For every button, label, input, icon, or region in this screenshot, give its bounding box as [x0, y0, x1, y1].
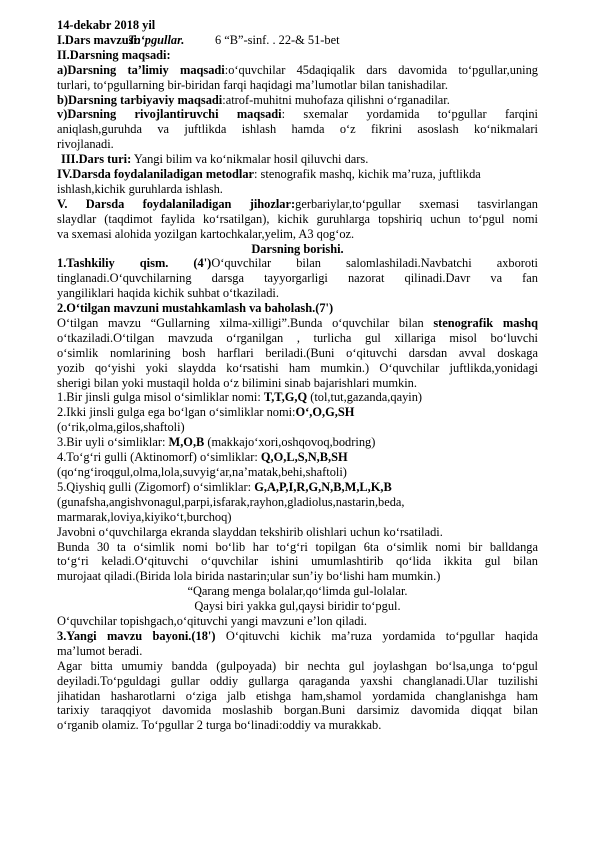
class-info: 6 “B”-sinf. . 22-& 51-bet: [215, 32, 340, 47]
list-item-2-letters: O‘,O,G,SH: [295, 405, 355, 420]
goal-a-text: :o‘quvchilar 45daqiqalik dars davomida to‘pgullar,uning: [224, 62, 538, 77]
goal-b-label: b)Darsning tarbiyaviy maqsadi: [57, 92, 223, 107]
list-item-1-answer: (tol,tut,gazanda,qayin): [307, 390, 423, 405]
list-item-5-text: 5.Qiyshiq gulli (Zigomorf) o‘simliklar:: [57, 479, 255, 494]
scoring-line-2: to‘g‘ri keladi.O‘qituvchi o‘quvchilar ishini umumlashtirib qo‘lida ikkita gul bilan: [57, 554, 538, 569]
new-topic-announcement: O‘quvchilar topishgach,o‘qituvchi yangi mavzuni e’lon qiladi.: [57, 614, 368, 629]
stage3-text: O‘qituvchi kichik ma’ruza yordamida to‘pgullar haqida: [215, 628, 538, 643]
stage2-line-4: yozib qo‘yishi yoki slaydda ko‘rsatishi ham mumkin.) O‘quvchilar juftlikda,yonidagi: [57, 360, 538, 375]
stage2-text: O‘tilgan mavzu “Gullarning xilma-xilligi”.Bunda o‘quvchilar bilan: [57, 316, 434, 331]
list-item-4-letters: Q,O,L,S,N,B,SH: [260, 450, 348, 465]
riddle-line-1: “Qarang menga bolalar,qo‘limda gul-lolalar.: [187, 584, 408, 599]
list-item-1-text: 1.Bir jinsli gulga misol o‘simliklar nomi:: [57, 390, 264, 405]
stage3-label: 3.Yangi mavzu bayoni.(18'): [57, 628, 216, 643]
stenographic-exercise-term: stenografik mashq: [433, 316, 538, 331]
stage2-line-5: sherigi bilan yoki mustaqil holda o‘z bilimini sinab bajarishlari mumkin.: [57, 375, 417, 390]
stage3-text-6: tarixiy taraqqiyot davomida moslashib borgan.Buni darsimiz davomida diqqat bilan: [57, 703, 538, 718]
goal-a-text-2: turlari, to‘pgullarning bir-biridan farqi haqidagi ma’lumotlar bilan tanishadilar.: [57, 77, 448, 92]
goal-b-line: [57, 93, 538, 108]
equipment-text-3: va sxemasi alohida yozilgan kartochkalar,yelim, A3 qog‘oz.: [57, 226, 355, 241]
stage3-text-3: Agar bitta umumiy bandda (gulpoyada) bir nechta gul joylashgan bo‘lsa,unga to‘pgul: [57, 658, 538, 673]
goal-a-line: [57, 63, 538, 78]
list-item-3: [57, 435, 538, 450]
stage3-text-7: o‘rganib olamiz. To‘pgullar 2 turga bo‘linadi:oddiy va murakkab.: [57, 718, 382, 733]
stage2-line-2: o‘tkaziladi.O‘tilgan mavzuda o‘rganilgan , turlicha gul xillariga misol bo‘luvchi: [57, 330, 538, 345]
goal-v-text: : sxemalar yordamida to‘pgullar farqini: [281, 107, 538, 122]
topic-label: I.Dars mavzusi:: [57, 32, 141, 47]
list-item-5: [57, 480, 538, 495]
list-item-5-answer: (gunafsha,angishvonagul,parpi,isfarak,rayhon,gladiolus,nastarin,beda,: [57, 494, 405, 509]
list-item-4: [57, 450, 538, 465]
list-item-5-letters: G,A,P,I,R,G,N,B,M,L,K,B: [254, 479, 392, 494]
list-item-3-letters: M,O,B: [168, 435, 205, 450]
methods-text: : stenografik mashq, kichik ma’ruza, juftlikda: [254, 167, 481, 182]
list-item-2-answer: (o‘rik,olma,gilos,shaftoli): [57, 420, 185, 435]
equipment-text-2: slaydlar (taqdimot faylida ko‘rsatilgan), kichik guruhlarga topshiriq uchun to‘pgul nomi: [57, 211, 538, 226]
equipment-text: gerbariylar,to‘pgullar sxemasi tasvirlangan: [295, 196, 538, 211]
lesson-topic-line: [57, 33, 538, 48]
scoring-line-3: murojaat qiladi.(Birida lola birida nastarin;ular sun’iy bo‘lishi ham mumkin.): [57, 569, 441, 584]
goal-a-label: a)Darsning ta’limiy maqsadi: [57, 62, 225, 77]
list-item-3-text: 3.Bir uyli o‘simliklar:: [57, 435, 169, 450]
methods-line: [57, 167, 538, 182]
topic-value: To‘pgullar.: [128, 32, 185, 47]
list-item-1: [57, 390, 538, 405]
stage1-line: [57, 256, 538, 271]
stage2-line-3: o‘simlik nomlarining bosh harflari beriladi.(Buni o‘qituvchi darsdan avval doskaga: [57, 345, 538, 360]
list-item-5-answer-2: marmarak,loviya,kiyiko‘t,burchoq): [57, 509, 232, 524]
goal-v-line: [57, 107, 538, 122]
goal-v-label: v)Darsning rivojlantiruvchi maqsadi: [57, 107, 282, 122]
list-item-4-answer: (qo‘ng‘iroqgul,olma,lola,suvyig‘ar,na’matak,behi,shaftoli): [57, 465, 347, 480]
stage1-text: O‘quvchilar bilan salomlashiladi.Navbatchi axboroti: [211, 256, 538, 271]
lesson-type-line: [57, 152, 538, 167]
goals-heading: II.Darsning maqsadi:: [57, 47, 171, 62]
stage3-text-4: deyiladi.To‘pguldagi gullar oddiy gullarga qaraganda yaxshi changlanadi.Ular tuzilishi: [57, 673, 538, 688]
equipment-line: [57, 197, 538, 212]
stage2-line-1: [57, 316, 538, 331]
list-item-2-text: 2.Ikki jinsli gulga ega bo‘lgan o‘simliklar nomi:: [57, 405, 296, 420]
lesson-type-label: III.Dars turi:: [61, 152, 132, 167]
answer-check-note: Javobni o‘quvchilarga ekranda slayddan tekshirib olishlari uchun ko‘rsatiladi.: [57, 524, 443, 539]
stage2-heading: 2.O‘tilgan mavzuni mustahkamlash va baholash.(7'): [57, 301, 334, 316]
stage3-line: [57, 629, 538, 644]
equipment-label: V. Darsda foydalaniladigan jihozlar:: [57, 196, 296, 211]
stage1-label: 1.Tashkiliy qism. (4'): [57, 256, 212, 271]
goal-v-text-3: rivojlanadi.: [57, 137, 114, 152]
list-item-2: [57, 405, 538, 420]
list-item-4-text: 4.To‘g‘ri gulli (Aktinomorf) o‘simliklar:: [57, 450, 261, 465]
riddle-line-2: Qaysi biri yakka gul,qaysi biridir to‘pgul.: [194, 599, 401, 614]
stage3-text-5: jihatidan hasharotlarni o‘ziga jalb etishga ham,shamol yordamida changlanishga ham: [57, 688, 538, 703]
methods-label: IV.Darsda foydalaniladigan metodlar: [57, 167, 255, 182]
stage1-text-2: tinglanadi.O‘quvchilarning darsga tayyorgarligi nazorat qilinadi.Davr va fan: [57, 271, 538, 286]
stage3-text-2: ma’lumot beradi.: [57, 643, 143, 658]
lesson-flow-heading: Darsning borishi.: [251, 241, 344, 256]
list-item-1-letters: T,T,G,Q: [263, 390, 308, 405]
lesson-date: 14-dekabr 2018 yil: [57, 18, 156, 32]
lesson-type-text: Yangi bilim va ko‘nikmalar hosil qiluvchi dars.: [131, 152, 369, 167]
stage1-text-3: yangiliklari haqida kichik suhbat o‘tkaziladi.: [57, 286, 279, 301]
goal-v-text-2: aniqlash,guruhda va juftlikda ishlash hamda o‘z fikrini asoslash ko‘nikmalari: [57, 122, 538, 137]
list-item-3-answer: (makkajo‘xori,oshqovoq,bodring): [204, 435, 376, 450]
scoring-line-1: Bunda 30 ta o‘simlik nomi bo‘lib har to‘g‘ri topilgan 6ta o‘simlik nomi bir balldanga: [57, 539, 538, 554]
methods-text-2: ishlash,kichik guruhlarda ishlash.: [57, 181, 223, 196]
goal-b-text: :atrof-muhitni muhofaza qilishni o‘rganadilar.: [222, 92, 450, 107]
